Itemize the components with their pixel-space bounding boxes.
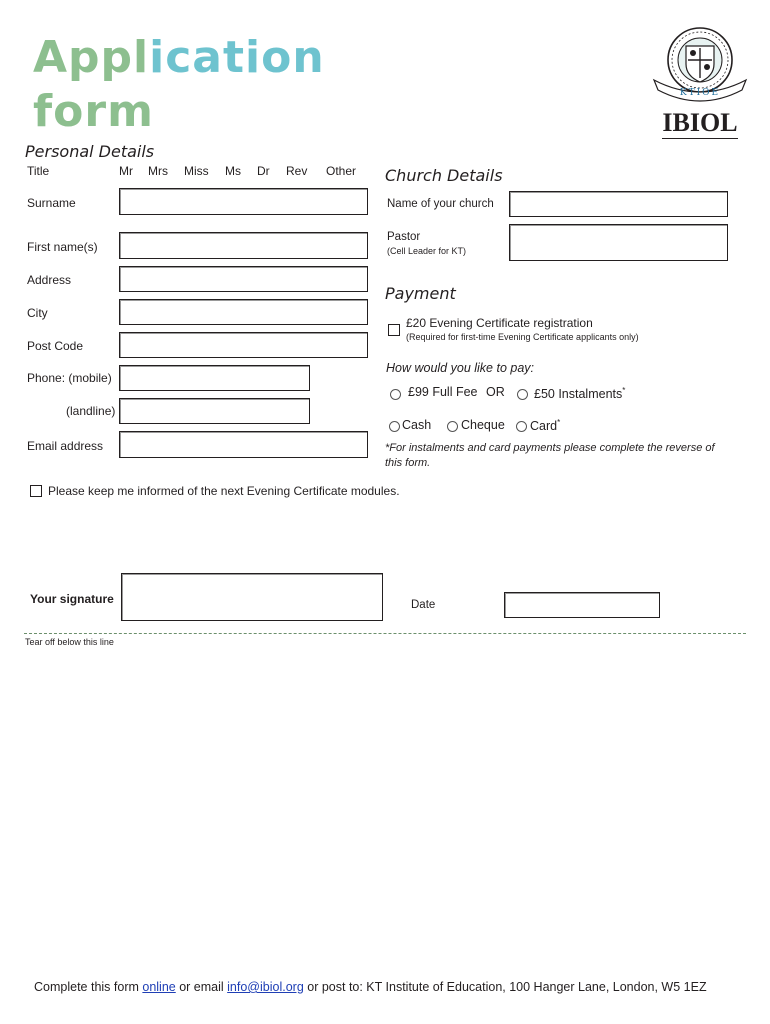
tear-off-label: Tear off below this line [25, 637, 114, 647]
city-field[interactable] [119, 299, 368, 325]
email-field[interactable] [119, 431, 368, 458]
title-option-mrs[interactable]: Mrs [148, 164, 168, 178]
full-fee-radio[interactable] [390, 389, 401, 400]
cheque-label: Cheque [461, 418, 505, 432]
title-option-dr[interactable]: Dr [257, 164, 270, 178]
card-radio[interactable] [516, 421, 527, 432]
date-label: Date [411, 599, 436, 611]
title-option-other[interactable]: Other [326, 164, 357, 178]
online-link[interactable]: online [142, 980, 176, 994]
city-label: City [27, 306, 48, 320]
full-fee-label: £99 Full Fee [408, 385, 478, 399]
cash-label: Cash [402, 418, 432, 432]
instalments-radio[interactable] [517, 389, 528, 400]
church-name-label: Name of your church [387, 198, 494, 210]
date-field[interactable] [504, 592, 660, 618]
ibiol-logo [650, 22, 750, 146]
title-option-miss[interactable]: Miss [184, 164, 209, 178]
title-option-rev[interactable]: Rev [286, 164, 308, 178]
email-link[interactable]: info@ibiol.org [227, 980, 304, 994]
wordmark-underline [662, 138, 738, 139]
firstname-label: First name(s) [27, 240, 98, 254]
personal-details-heading: Personal Details [25, 142, 155, 161]
cheque-radio[interactable] [447, 421, 458, 432]
signature-label: Your signature [30, 592, 114, 606]
crest-ribbon-text: KTIOE [679, 88, 721, 98]
title-option-mr[interactable]: Mr [119, 164, 133, 178]
postcode-field[interactable] [119, 332, 368, 358]
card-label: Card* [530, 418, 561, 434]
payment-note-line1: *For instalments and card payments please complete the reverse of [385, 442, 715, 454]
signature-field[interactable] [121, 573, 383, 621]
modules-optin-checkbox[interactable] [30, 485, 42, 497]
surname-field[interactable] [119, 188, 368, 215]
pay-question: How would you like to pay: [386, 361, 534, 375]
registration-note: (Required for first-time Evening Certificate applicants only) [406, 332, 639, 342]
pastor-field[interactable] [509, 224, 728, 261]
landline-label: (landline) [66, 404, 116, 418]
payment-heading: Payment [385, 284, 456, 303]
payment-note-line2: this form. [385, 457, 431, 469]
pastor-sublabel: (Cell Leader for KT) [387, 246, 467, 256]
modules-optin-label: Please keep me informed of the next Evening Certificate modules. [48, 484, 400, 498]
pastor-label: Pastor [387, 231, 421, 243]
firstname-field[interactable] [119, 232, 368, 259]
landline-field[interactable] [119, 398, 310, 424]
tear-off-line [24, 633, 746, 634]
registration-label: £20 Evening Certificate registration [406, 316, 593, 330]
instalments-label: £50 Instalments* [534, 386, 626, 402]
address-label: Address [27, 273, 72, 287]
surname-label: Surname [27, 196, 76, 210]
title-label: Title [27, 164, 50, 178]
postcode-label: Post Code [27, 339, 84, 353]
cash-radio[interactable] [389, 421, 400, 432]
church-details-heading: Church Details [385, 166, 503, 185]
mobile-label: Phone: (mobile) [27, 371, 112, 385]
footer-contact: Complete this form online or email info@ibiol.org or post to: KT Institute of Education, 100 Hanger Lane, London, W5 1EZ [34, 980, 707, 994]
email-label: Email address [27, 439, 104, 453]
registration-checkbox[interactable] [388, 324, 400, 336]
address-field[interactable] [119, 266, 368, 292]
church-name-field[interactable] [509, 191, 728, 217]
form-title-line1: Application [33, 32, 325, 83]
form-title-line2: form [33, 86, 154, 137]
title-option-ms[interactable]: Ms [225, 164, 241, 178]
mobile-field[interactable] [119, 365, 310, 391]
or-text: OR [486, 385, 505, 399]
ibiol-wordmark: IBIOL [662, 108, 738, 137]
